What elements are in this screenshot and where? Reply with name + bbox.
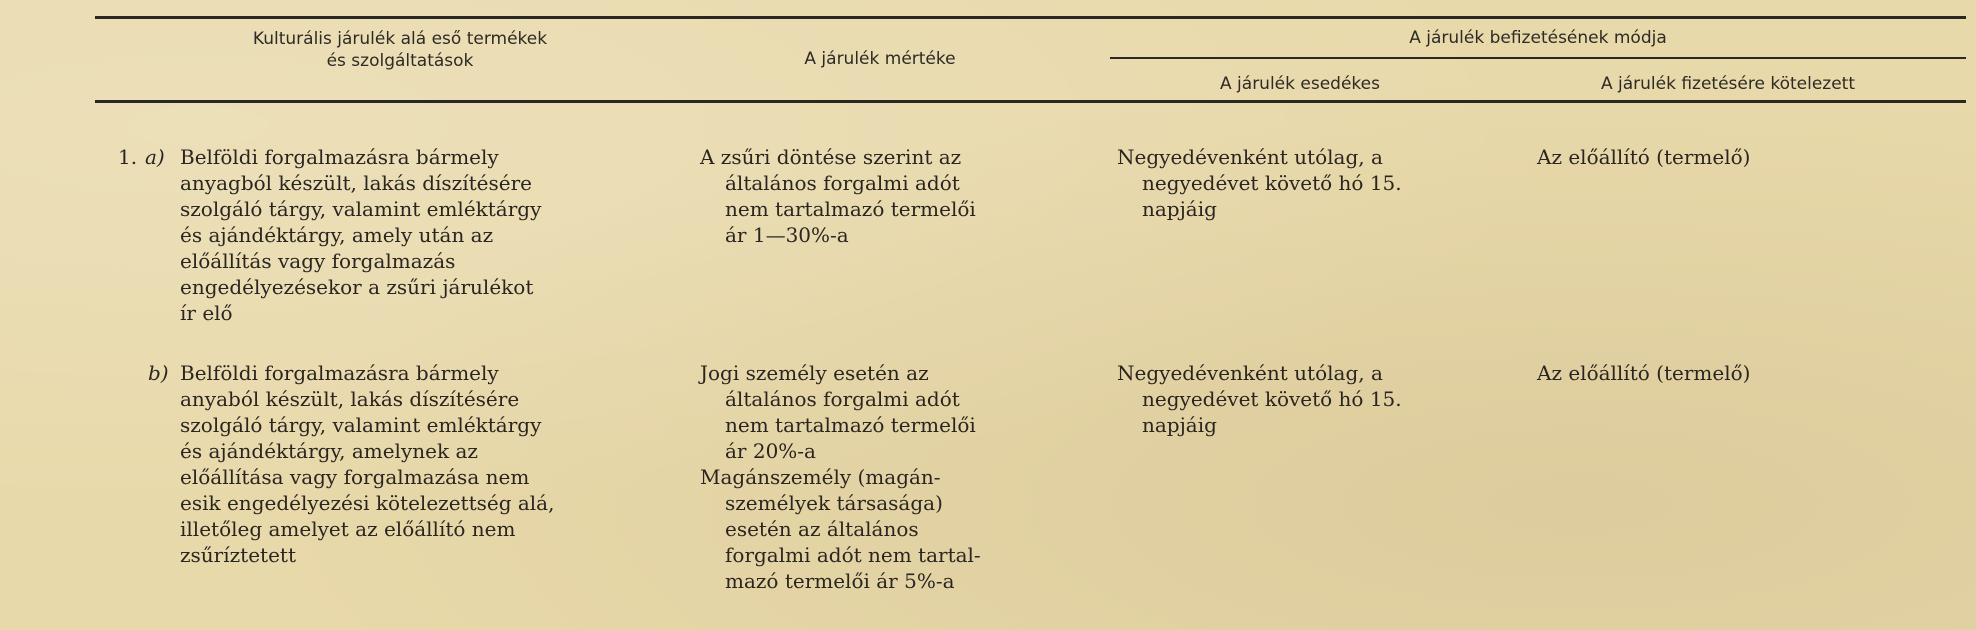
row-b-rate-line: forgalmi adót nem tartal- [725, 543, 981, 567]
row-a-rate-line: nem tartalmazó termelői [725, 197, 976, 221]
row-b-item-line: zsűríztetett [180, 543, 296, 567]
row-a-payer: Az előállító (termelő) [1537, 145, 1751, 169]
row-b-rate-line: Jogi személy esetén az [700, 361, 929, 385]
row-b-rate-line: esetén az általános [725, 517, 919, 541]
row-b-due-line: Negyedévenként utólag, a [1117, 361, 1383, 385]
row-a-item-line: előállítás vagy forgalmazás [180, 249, 456, 273]
column-header-products-line2: és szolgáltatások [326, 51, 474, 71]
row-b-due-line: napjáig [1142, 413, 1217, 437]
row-a-item-line: anyagból készült, lakás díszítésére [180, 171, 532, 195]
row-a-due-line: Negyedévenként utólag, a [1117, 145, 1383, 169]
row-b-rate-line: általános forgalmi adót [725, 387, 960, 411]
row-b-item-line: és ajándéktárgy, amelynek az [180, 439, 478, 463]
row-b-item-line: illetőleg amelyet az előállító nem [180, 517, 516, 541]
row-a-item-line: szolgáló tárgy, valamint emléktárgy [180, 197, 542, 221]
row-label-a: a) [145, 145, 165, 169]
column-header-products [100, 28, 700, 72]
row-b-rate-line: ár 20%-a [725, 439, 816, 463]
row-b-rate-line: nem tartalmazó termelői [725, 413, 976, 437]
row-b-item-line: előállítása vagy forgalmazása nem [180, 465, 530, 489]
row-label-b: b) [148, 361, 169, 385]
row-a-item [180, 144, 700, 326]
header-bottom-rule [95, 100, 1966, 103]
table-top-rule [95, 16, 1966, 19]
row-b-item-line: esik engedélyezési kötelezettség alá, [180, 491, 555, 515]
row-a-rate-line: általános forgalmi adót [725, 171, 960, 195]
row-b-item [180, 360, 700, 568]
row-a-item-line: ír elő [180, 301, 233, 325]
row-b-rate-line: Magánszemély (magán- [700, 465, 941, 489]
column-header-rate: A járulék mértéke [804, 49, 956, 69]
row-b-rate-line: személyek társasága) [725, 491, 943, 515]
row-a-due-line: negyedévet követő hó 15. [1142, 171, 1402, 195]
row-b-item-line: anyaból készült, lakás díszítésére [180, 387, 520, 411]
row-a-item-line: és ajándéktárgy, amely után az [180, 223, 494, 247]
row-a-rate-line: A zsűri döntése szerint az [700, 145, 962, 169]
column-header-products-line1: Kulturális járulék alá eső termékek [252, 29, 548, 49]
row-a-rate-line: ár 1—30%-a [725, 223, 849, 247]
row-b-due-line: negyedévet követő hó 15. [1142, 387, 1402, 411]
row-a-due-line: napjáig [1142, 197, 1217, 221]
row-a-due [1117, 144, 1477, 222]
row-a-item-line: engedélyezésekor a zsűri járulékot [180, 275, 534, 299]
column-header-due: A járulék esedékes [1220, 74, 1380, 94]
row-b-item-line: Belföldi forgalmazásra bármely [180, 361, 499, 385]
group-header-payment-method: A járulék befizetésének módja [1409, 28, 1667, 48]
group-header-rule [1110, 57, 1966, 59]
column-header-payer: A járulék fizetésére kötelezett [1600, 74, 1856, 94]
row-b-rate [700, 360, 1080, 594]
row-a-item-line: Belföldi forgalmazásra bármely [180, 145, 499, 169]
row-b-item-line: szolgáló tárgy, valamint emléktárgy [180, 413, 542, 437]
row-a-rate [700, 144, 1080, 248]
row-b-rate-line: mazó termelői ár 5%-a [725, 569, 955, 593]
row-b-payer: Az előállító (termelő) [1537, 361, 1751, 385]
row-b-due [1117, 360, 1477, 438]
row-number: 1. [118, 145, 138, 169]
